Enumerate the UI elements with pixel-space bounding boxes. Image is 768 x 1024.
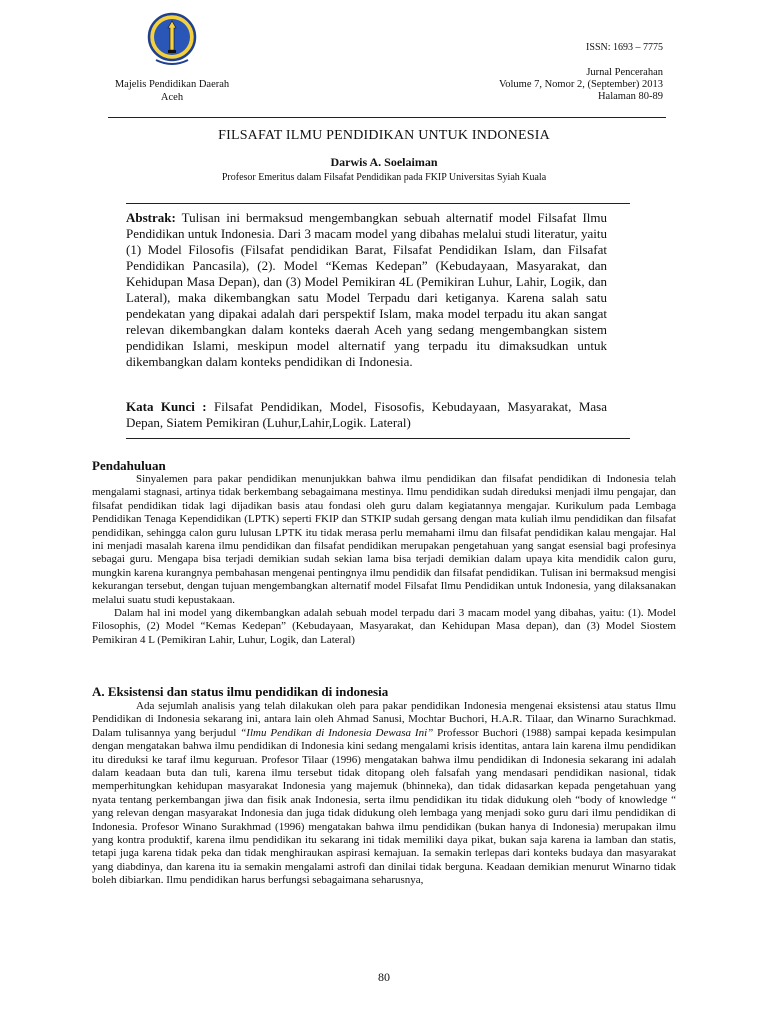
journal-volume: Volume 7, Nomor 2, (September) 2013 (499, 79, 663, 90)
keywords-text: Filsafat Pendidikan, Model, Fisosofis, Kebudayaan, Masyarakat, Masa Depan, Siatem Pemikiran (Luhur,Lahir,Logik. Lateral) (126, 399, 608, 430)
keywords (126, 399, 607, 431)
section-heading-a: A. Eksistensi dan status ilmu pendidikan di indonesia (92, 684, 389, 699)
section-a-body (92, 700, 676, 888)
abstract (126, 210, 607, 370)
journal-info (499, 67, 663, 103)
publisher (108, 78, 236, 104)
abstract-top-divider (126, 203, 630, 204)
author-name: Darwis A. Soelaiman (330, 155, 438, 169)
pendahuluan-paragraph-2: Dalam hal ini model yang dikembangkan adalah sebuah model terpadu dari 3 macam model yang dibahas, yaitu: (1). Model Filosophis, (2) Model “Kemas Kedepan” (Kebudayaan, Masyarakat, dan Kehidupan Masa depan), dan (3) Model Siostem Pemikiran 4 L (Pemikiran Lahir, Luhur, Logik, dan Lateral) (92, 607, 676, 646)
keywords-label: Kata Kunci : (126, 399, 207, 414)
pendahuluan-body (92, 473, 676, 647)
section-a-text-1: Ada sejumlah analisis yang telah dilakukan oleh para pakar pendidikan Indonesia mengenai eksistensi atau status Ilmu Pendidikan di Indonesia sekarang ini, antara lain oleh Ahmad Sanusi, Mochtar Buchori, H.A.R. Tilaar, dan Winarno Surachkmad. Dalam tulisannya yang berjudul (92, 700, 676, 739)
header-divider (108, 117, 666, 118)
section-a-paragraph (92, 700, 676, 888)
journal-logo (146, 12, 198, 70)
section-heading-pendahuluan: Pendahuluan (92, 458, 166, 473)
publisher-line1: Majelis Pendidikan Daerah (114, 79, 230, 90)
section-a-text-2: Professor Buchori (1988) sampai kepada kesimpulan dengan mengatakan bahwa ilmu pendidikan di Indonesia kini sedang mengalami krisis identitas, antara lain karena ilmu pendidikan itu direduksi ke taraf ilmu keguruan. Profesor Tilaar (1996) mengatakan bahwa ilmu pendidikan di Indonesia sekarang ini adalah dalam keadaan buta dan tuli, karena ilmu tersebut tidak ditopang oleh falsafah yang mendasari pendidikan nasional, tidak memperhitungkan kehidupan masyarakat Indonesia yang majemuk (bhinneka), dan tidak didasarkan kepada pengetahuan yang nyata tentang perkembangan jiwa dan fisik anak Indonesia, serta ilmu pendidikan itu tidak didukung oleh “body of knowledge “ yang relevan dengan masyarakat Indonesia dan juga tidak didukung oleh lembaga yang menjadi soko guru dari ilmu pendidikan di Indonesia. Profesor Winano Surakhmad (1996) mengatakan bahwa ilmu pendidikan (bukan hanya di Indonesia) merupakan ilmu yang kontra produktif, karena ilmu pendidikan itu sekarang ini tidak memiliki daya pikat, bukan saja karena ia lamban dan statis, tetapi juga karena tidak peka dan tidak menghiraukan aspirasi kemajuan. Ia semakin terlepas dari konteks budaya dan masyarakat yang diabdinya, dan karena itu ia semakin mengalami astrofi dan dinilai tidak berguna. Keadaan demikian menurut Winarno tidak boleh dibiarkan. Ilmu pendidikan harus berfungsi sebagaimana seharusnya, (92, 726, 677, 887)
journal-name: Jurnal Pencerahan (586, 67, 663, 78)
pendahuluan-paragraph-1: Sinyalemen para pakar pendidikan menunjukkan bahwa ilmu pendidikan dan filsafat pendidikan di Indonesia telah mengalami stagnasi, artinya tidak berkembang sebagaimana mestinya. Ilmu pendidikan sudah direduksi menjadi ilmu pengajar, dan filsafat pendidikan tidak lagi dijadikan basis atau fondasi oleh guru dalam kegiatannya mengajar. Kurikulum pada Lembaga Pendidikan Tenaga Kependidikan (LPTK) seperti FKIP dan STKIP sudah gersang dengan mata kuliah ilmu pendidikan dan filsafat pendidikan, sehingga calon guru lulusan LPTK itu tidak merasa perlu memahami ilmu dan filsafat pendidikan kalau mengajar. Hal ini menjadi masalah karena ilmu pendidikan dan filsafat pendidikan merupakan pengetahuan yang sangat esensial bagi profesinya sebagai guru. Mengapa bisa terjadi demikian sudah sekian lama bisa terjadi demikian dalam upaya kita mendidik calon guru, mungkin karena kurangnya pembahasan mengenai pentingnya ilmu pendidik dan filsafat pendidikan. Tulisan ini bermaksud mengisi kekurangan tersebut, dengan tujuan mengembangkan alternatif model Filsafat Ilmu Pendidikan untuk Indonesia, yang dilaksanakan melalui suatu studi kepustakaan. (92, 473, 676, 606)
author-affiliation: Profesor Emeritus dalam Filsafat Pendidikan pada FKIP Universitas Syiah Kuala (221, 172, 547, 183)
paper-title: FILSAFAT ILMU PENDIDIKAN UNTUK INDONESIA (218, 128, 550, 143)
publisher-line2: Aceh (160, 92, 184, 103)
abstract-label: Abstrak: (126, 210, 176, 225)
journal-pages: Halaman 80-89 (597, 91, 663, 102)
page-number: 80 (378, 970, 390, 984)
abstract-bottom-divider (126, 438, 630, 439)
abstract-text: Tulisan ini bermaksud mengembangkan sebuah alternatif model Filsafat Ilmu Pendidikan untuk Indonesia. Dari 3 macam model yang dibahas melalui studi literatur, yaitu (1) Model Filosofis (Filsafat pendidikan Barat, Filsafat Pendidikan Islam, dan Filsafat Pendidikan Pancasila), (2). Model “Kemas Kedepan” (Kebudayaan, Masyarakat, dan Kehidupan Masa Depan), dan (3) Model Pemikiran 4L (Pemikiran Luhur, Lahir, Logik, dan Lateral), maka dikembangkan satu Model Terpadu dari ketiganya. Karena salah satu pendekatan yang dipakai adalah dari perspektif Islam, maka model terpadu itu akan sangat relevan dikembangkan dalam konteks daerah Aceh yang sedang mengembangkan sistem pendidikan Islami, meskipun model alternatif yang terpadu itu dimaksudkan untuk dikembangkan dalam konteks pendidikan di Indonesia. (126, 210, 607, 369)
cited-book-title: “Ilmu Pendikan di Indonesia Dewasa Ini” (240, 726, 434, 739)
issn: ISSN: 1693 – 7775 (586, 42, 663, 53)
